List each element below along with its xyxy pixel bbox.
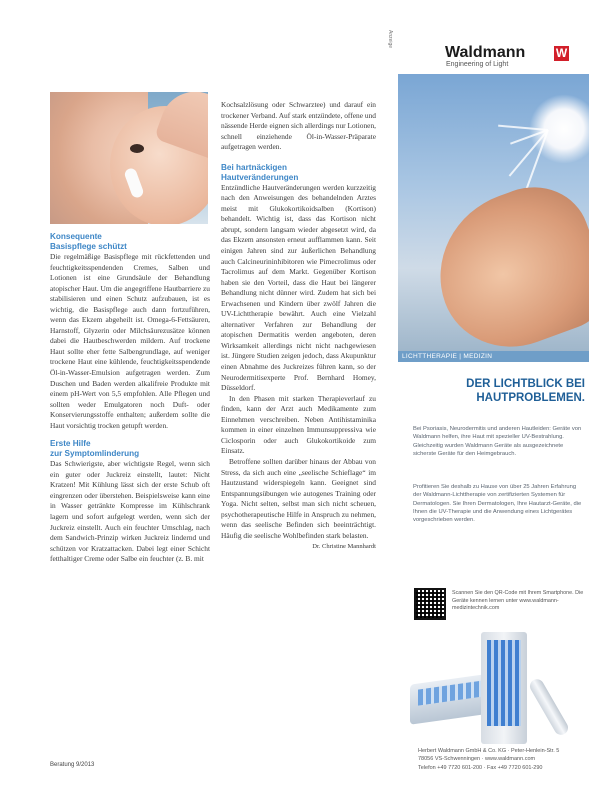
ad-logo: [445, 44, 525, 62]
page-number: Beratung 9/2013: [50, 762, 95, 768]
article-column-1: [50, 232, 210, 565]
paragraph-stress: Betroffene sollten darüber hinaus der Abbau von Stress, da sich auch eine „seelische Schieflage“ im Hautzustand widerspiegeln kann. Geeignet sind Entspannungsübungen wie autogenes Training oder Yoga. Nicht selten, selbst man sich nicht scheuen, psychotherapeutische Hilfe in Anspruch zu nehmen, wenn das seelische Befinden sich beeinträchtigt. Häufig die seelische Wohlbefinden stark belasten.: [221, 456, 376, 540]
author-credit: Dr. Christine Mannhardt: [312, 543, 376, 551]
ad-body-1: Bei Psoriasis, Neurodermitis und anderen Hautleiden: Geräte von Waldmann helfen, ihre Haut mit spezieller UV-Bestrahlung. Gleichzeitig wurden Waldmann Geräte als ausgezeichnete sicherste Geräte für den Heimgebrauch.: [413, 426, 582, 457]
ad-headline: DER LICHTBLICK BEI HAUTPROBLEMEN.: [466, 378, 585, 404]
device-image-3: [527, 677, 570, 738]
qr-code[interactable]: [414, 588, 446, 620]
ad-tagline: Engineering of Light: [446, 61, 509, 68]
ad-photo-sun-face: [398, 74, 589, 352]
ad-category-bar: LICHTTHERAPIE | MEDIZIN: [398, 351, 589, 362]
qr-caption: Scannen Sie den QR-Code mit Ihrem Smartphone. Die Geräte kennen lernen unter www.waldmann-medizintechnik.com: [452, 590, 584, 611]
heading-first-aid: Erste Hilfe zur Symptomlinderung: [50, 439, 140, 459]
side-note: Anzeige: [387, 30, 393, 49]
paragraph-medication: In den Phasen mit starken Therapieverlauf zu finden, kann der Arzt auch Medikamente zum Einnehmen verschreiben. Neben Antihistaminika kommen in einer einzelnen Immunsuppressiva wie Ciclosporin oder auch Glukokortikoide zum Einsatz.: [221, 393, 376, 456]
paragraph-first-aid: Das Schwierigste, aber wichtigste Regel, wenn sich ein guter oder Juckreiz einstellt, lautet: Nicht Kratzen! Mit Kühlung lässt sich der erste Schub oft eingrenzen oder überstehen. Beispielsweise kann eine in Wasser getränkte Kompresse im Kühlschrank lagern und sofort aufgelegt werden, wenn sich der Juckreiz einstellt. Auch ein feuchter Umschlag, nach dem Sandwich-Prinzip wirken Juckreiz lindernd und schützen vor Kratzattacken. Dabei legt einer Schicht fetthaltiger Creme oder Salbe ein feuchter (z. B. mit: [50, 459, 210, 564]
baby-photo: [50, 92, 208, 224]
ad-logo-icon: W: [555, 46, 568, 60]
ad-body-2: Profitieren Sie deshalb zu Hause von über 25 Jahren Erfahrung der Waldmann-Lichttherapie von zertifizierten Systemen für Dermatologen. Sie Ihren Dermatologen, Ihre Hautarzt-Geräte, die Ihnen die UV-Therapie und die Anwendung eines Lichtgerätes vorgeschrieben werden.: [413, 484, 582, 524]
device-image-2: [481, 632, 527, 744]
heading-persistent-changes: Bei hartnäckigen Hautveränderungen: [221, 162, 299, 182]
paragraph-treatment: Entzündliche Hautveränderungen werden kurzzeitig nach den Anweisungen des behandelnden Arztes meist mit Glukokortikoidsalben (Kortison) behandelt. Wichtig ist, dass das Kortison nicht abrupt, sondern langsam wieder abgesetzt wird, da das Ekzem ansonsten erneut aufflammen kann. Seit einigen Jahren sind zur äußerlichen Behandlung auch Calcineurininhibitoren wie Pimecrolimus oder Tacrolimus auf dem Markt. Gegenüber Kortison haben sie den Vorteil, dass die Haut bei längerer Behandlung nicht dünner wird. Zudem hat sich bei Erwachsenen und Kindern über zwölf Jahren die UV-Lichttherapie bewährt. Auch eine Vielzahl alternativer Verfahren zur Behandlung der atopischen Dermatitis werden angeboten, deren Wirksamkeit allerdings nicht nicht nachgewiesen ist. Jüngere Studien zeigen jedoch, dass Akupunktur einen Abnahme des Juckreizes führen kann, so der Neurodermitisexperte Prof. Bernhard Homey, Düsseldorf.: [221, 182, 376, 393]
ad-brand-name: Waldmann: [445, 44, 526, 61]
heading-basic-care: Konsequente Basispflege schützt: [50, 232, 127, 251]
article-column-2: [221, 100, 376, 553]
paragraph-continuation: Kochsalzlösung oder Schwarztee) und darauf ein trockener Verband. Auf stark entzündete, offene und nässende Herde eignen sich allerdings nur Lotionen, schnell einziehende Öl-in-Wasser-Präparate aufgetragen werden.: [221, 100, 376, 152]
ad-footer: Herbert Waldmann GmbH & Co. KG · Peter-Henlein-Str. 5 78056 VS-Schwenningen · www.waldmann.com Telefon +49 7720 601-200 · Fax +49 7720 601-290: [418, 748, 560, 771]
paragraph-basic-care: Die regelmäßige Basispflege mit rückfettenden und feuchtigkeitsspendenden Cremes, Salben und Lotionen ist eine Grundsäule der Behandlung atopischer Haut. Um die angegriffene Hautbarriere zu stabilisieren und einen Schutz aufzubauen, ist es wichtig, die Basispflege auch dann fortzuführen, wenn das Ekzem abgeheilt ist. Omega-6-Fettsäuren, Harnstoff, Glyzerin oder Milchsäurezusätze können dabei die Hautbeschwerden mildern. Auf trockene Haut sollte eher fette Salbengrundlage, auf weniger trockene Haut eine kühlende, feuchtigkeitsspendende Öl-in-Wasser-Emulsion aufgetragen werden. Zum Duschen und Baden werden alkalifreie Produkte mit einem pH-Wert von 5,5 empfohlen. Alle Pflegen und sollten weder Emulgatoren noch Duft- oder Konservierungsstoffe enthalten; außerdem sollte die Haut vorsichtig trocken getupft werden.: [50, 252, 210, 430]
